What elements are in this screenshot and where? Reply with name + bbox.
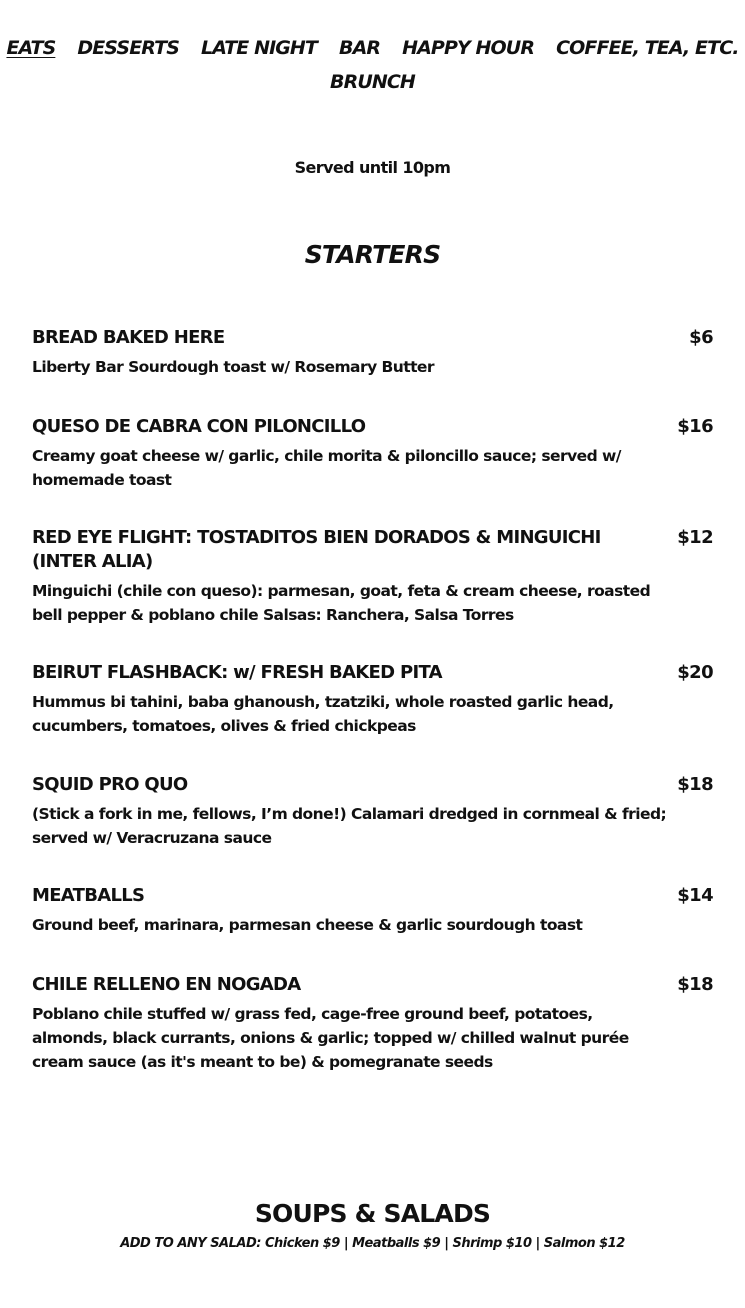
- item-name: QUESO DE CABRA CON PILONCILLO: [32, 416, 366, 437]
- starters-heading: STARTERS: [304, 240, 441, 269]
- menu-item: [32, 661, 713, 738]
- nav-item-bar[interactable]: BAR: [339, 37, 381, 59]
- item-price: $6: [689, 327, 713, 348]
- soups-salads-heading: SOUPS & SALADS: [254, 1199, 491, 1228]
- item-name: RED EYE FLIGHT: TOSTADITOS BIEN DORADOS & MINGUICHI (INTER ALIA): [32, 527, 601, 572]
- item-name: BEIRUT FLASHBACK: w/ FRESH BAKED PITA: [32, 662, 442, 683]
- menu-item: [32, 773, 713, 850]
- service-hours-note: Served until 10pm: [294, 158, 451, 177]
- nav-item-coffee-tea[interactable]: COFFEE, TEA, ETC.: [556, 37, 739, 59]
- item-description: Creamy goat cheese w/ garlic, chile morita & piloncillo sauce; served w/ homemade toast: [32, 447, 621, 489]
- nav-item-happy-hour[interactable]: HAPPY HOUR: [402, 37, 535, 59]
- item-name: SQUID PRO QUO: [32, 774, 188, 795]
- menu-item: [32, 326, 713, 379]
- item-description: (Stick a fork in me, fellows, I’m done!) Calamari dredged in cornmeal & fried; served w/ Veracruzana sauce: [32, 805, 667, 847]
- menu-item: [32, 415, 713, 492]
- item-description: Liberty Bar Sourdough toast w/ Rosemary Butter: [32, 358, 434, 376]
- item-price: $16: [677, 416, 713, 437]
- item-price: $12: [677, 527, 713, 548]
- item-description: Minguichi (chile con queso): parmesan, goat, feta & cream cheese, roasted bell pepper & poblano chile Salsas: Ranchera, Salsa Torres: [32, 582, 651, 624]
- menu-item: [32, 973, 713, 1074]
- nav-item-late-night[interactable]: LATE NIGHT: [201, 37, 317, 59]
- menu-item: [32, 884, 713, 937]
- nav-item-desserts[interactable]: DESSERTS: [77, 37, 180, 59]
- salad-add-on-note: ADD TO ANY SALAD: Chicken $9 | Meatballs $9 | Shrimp $10 | Salmon $12: [120, 1236, 625, 1251]
- item-description: Ground beef, marinara, parmesan cheese & garlic sourdough toast: [32, 916, 583, 934]
- item-price: $18: [677, 974, 713, 995]
- nav-item-brunch[interactable]: BRUNCH: [330, 71, 415, 93]
- nav-row-primary: [0, 31, 745, 65]
- menu-category-nav: [0, 31, 745, 99]
- item-name: BREAD BAKED HERE: [32, 327, 225, 348]
- item-description: Hummus bi tahini, baba ghanoush, tzatziki, whole roasted garlic head, cucumbers, tomatoes, olives & fried chickpeas: [32, 693, 614, 735]
- item-price: $14: [677, 885, 713, 906]
- item-description: Poblano chile stuffed w/ grass fed, cage-free ground beef, potatoes, almonds, black currants, onions & garlic; topped w/ chilled walnut purée cream sauce (as it's meant to be) & pomegranate seeds: [32, 1005, 629, 1071]
- nav-row-secondary: [0, 65, 745, 99]
- item-name: CHILE RELLENO EN NOGADA: [32, 974, 301, 995]
- item-price: $20: [677, 662, 713, 683]
- menu-item: [32, 526, 713, 627]
- item-name: MEATBALLS: [32, 885, 145, 906]
- item-price: $18: [677, 774, 713, 795]
- nav-item-eats[interactable]: EATS: [6, 37, 56, 59]
